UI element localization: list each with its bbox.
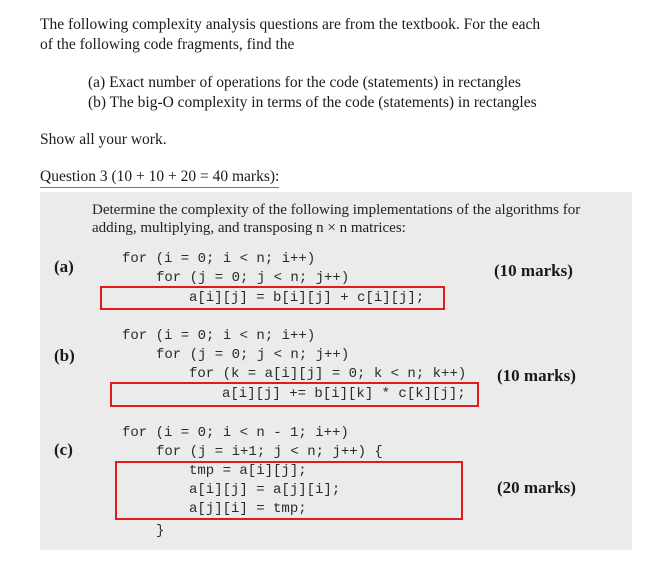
part-b-code-line-4: a[i][j] += b[i][k] * c[k][j];	[222, 386, 466, 402]
part-c-code-line-4: a[i][j] = a[j][i];	[189, 482, 341, 498]
part-a-code-line-1: for (i = 0; i < n; i++)	[122, 251, 316, 267]
intro-line-1: The following complexity analysis questions are from the textbook. For the each	[40, 16, 541, 33]
part-c-code-line-1: for (i = 0; i < n - 1; i++)	[122, 425, 349, 441]
part-a-label: (a)	[54, 257, 74, 276]
question-description-line-2: adding, multiplying, and transposing n × n matrices:	[92, 220, 406, 236]
part-c-code-line-6: }	[156, 523, 165, 539]
part-b-code-line-2: for (j = 0; j < n; j++)	[156, 347, 350, 363]
part-c-marks: (20 marks)	[497, 478, 576, 497]
part-a-code-line-2: for (j = 0; j < n; j++)	[156, 270, 350, 286]
part-a-marks: (10 marks)	[494, 261, 573, 280]
question-heading: Question 3 (10 + 10 + 20 = 40 marks):	[40, 168, 279, 188]
part-b-code-line-1: for (i = 0; i < n; i++)	[122, 328, 316, 344]
intro-item-b: (b) The big-O complexity in terms of the code (statements) in rectangles	[88, 94, 537, 111]
question-description-line-1: Determine the complexity of the following implementations of the algorithms for	[92, 202, 581, 218]
part-c-label: (c)	[54, 440, 73, 459]
part-b-label: (b)	[54, 346, 75, 365]
part-b-code-line-3: for (k = a[i][j] = 0; k < n; k++)	[189, 366, 467, 382]
show-work-text: Show all your work.	[40, 131, 167, 148]
part-a-code-line-3: a[i][j] = b[i][j] + c[i][j];	[189, 290, 425, 306]
part-c-code-line-5: a[j][i] = tmp;	[189, 501, 307, 517]
part-c-code-line-3: tmp = a[i][j];	[189, 463, 307, 479]
part-c-code-line-2: for (j = i+1; j < n; j++) {	[156, 444, 383, 460]
intro-item-a: (a) Exact number of operations for the code (statements) in rectangles	[88, 74, 521, 91]
part-b-marks: (10 marks)	[497, 366, 576, 385]
intro-line-2: of the following code fragments, find the	[40, 36, 295, 53]
